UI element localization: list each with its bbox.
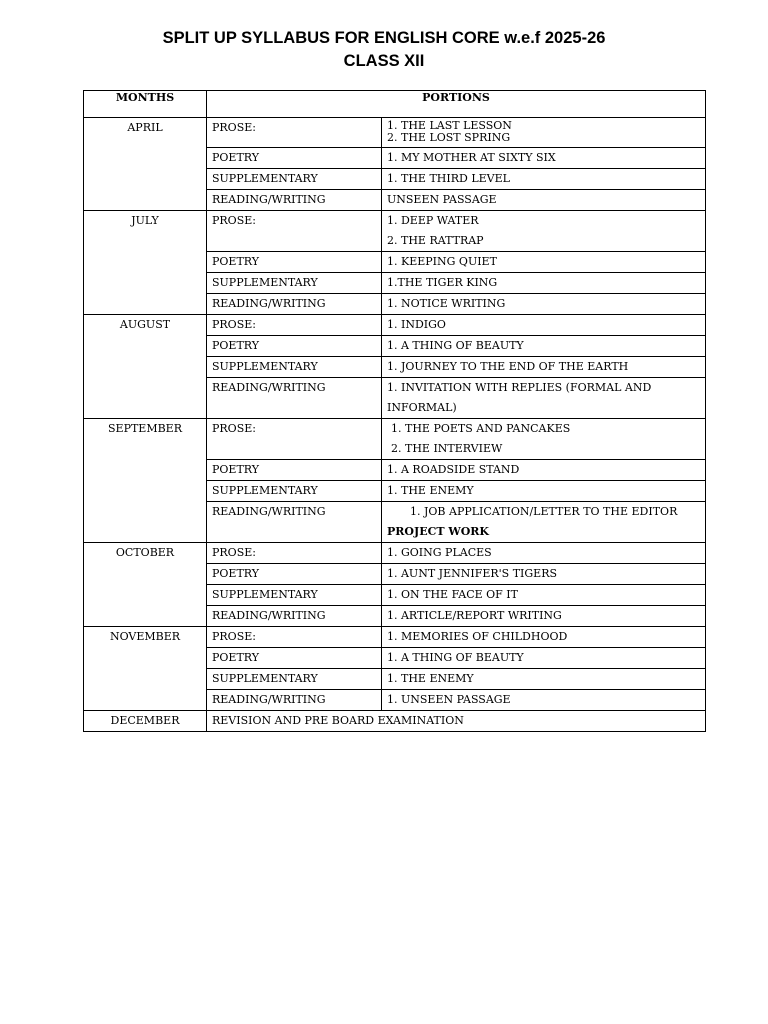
syllabus-table <box>83 90 706 732</box>
portion-value-cell: 1. ARTICLE/REPORT WRITING <box>382 606 706 627</box>
portion-type-cell: READING/WRITING <box>207 690 382 711</box>
portion-value-cell: 1. JOURNEY TO THE END OF THE EARTH <box>382 357 706 378</box>
portion-type-cell: POETRY <box>207 564 382 585</box>
month-cell-august: AUGUST <box>84 315 207 419</box>
portion-item: 1. DEEP WATER <box>387 214 479 227</box>
portion-type-cell: READING/WRITING <box>207 190 382 211</box>
portion-type-cell: SUPPLEMENTARY <box>207 273 382 294</box>
table-row <box>84 711 706 732</box>
table-row <box>84 543 706 564</box>
portion-value-cell <box>382 211 706 252</box>
month-cell-november: NOVEMBER <box>84 627 207 711</box>
portion-value-cell: 1. UNSEEN PASSAGE <box>382 690 706 711</box>
document-title: SPLIT UP SYLLABUS FOR ENGLISH CORE w.e.f 2025-26 <box>162 29 606 47</box>
portion-type-cell: SUPPLEMENTARY <box>207 357 382 378</box>
portion-value-cell <box>382 419 706 460</box>
portion-type-cell: SUPPLEMENTARY <box>207 481 382 502</box>
portion-type-cell: READING/WRITING <box>207 502 382 543</box>
portion-type-cell: PROSE: <box>207 419 382 460</box>
portion-type-cell: READING/WRITING <box>207 378 382 419</box>
portion-type-cell: POETRY <box>207 648 382 669</box>
portion-type-cell: POETRY <box>207 252 382 273</box>
portion-value-cell: 1.THE TIGER KING <box>382 273 706 294</box>
portion-value-cell: 1. NOTICE WRITING <box>382 294 706 315</box>
table-header-row <box>84 91 706 118</box>
month-cell-october: OCTOBER <box>84 543 207 627</box>
portion-type-cell: PROSE: <box>207 211 382 252</box>
portion-item: 2. THE INTERVIEW <box>391 442 503 455</box>
portion-value-cell: 1. KEEPING QUIET <box>382 252 706 273</box>
portion-type-cell: PROSE: <box>207 627 382 648</box>
portion-type-cell: SUPPLEMENTARY <box>207 669 382 690</box>
table-row <box>84 627 706 648</box>
portion-item: 1. THE LAST LESSON <box>387 119 512 132</box>
portion-item: 1. JOB APPLICATION/LETTER TO THE EDITOR <box>410 505 678 518</box>
portion-type-cell: PROSE: <box>207 315 382 336</box>
portion-value-cell <box>382 118 706 148</box>
portion-value-cell: 1. AUNT JENNIFER'S TIGERS <box>382 564 706 585</box>
portion-value-cell: 1. INDIGO <box>382 315 706 336</box>
portion-value-cell: 1. A ROADSIDE STAND <box>382 460 706 481</box>
table-row <box>84 315 706 336</box>
column-header-portions: PORTIONS <box>207 91 706 118</box>
portion-value-cell <box>382 378 706 419</box>
portion-type-cell: POETRY <box>207 336 382 357</box>
portion-value-cell: 1. MEMORIES OF CHILDHOOD <box>382 627 706 648</box>
portion-type-cell: SUPPLEMENTARY <box>207 585 382 606</box>
month-cell-july: JULY <box>84 211 207 315</box>
month-cell-april: APRIL <box>84 118 207 211</box>
portion-value-cell: 1. A THING OF BEAUTY <box>382 648 706 669</box>
month-cell-september: SEPTEMBER <box>84 419 207 543</box>
portion-item: 1. THE POETS AND PANCAKES <box>391 422 571 435</box>
table-row <box>84 118 706 148</box>
portion-value-cell <box>382 502 706 543</box>
portion-item: INFORMAL) <box>387 401 457 414</box>
portion-type-cell: READING/WRITING <box>207 606 382 627</box>
portion-value-cell: 1. MY MOTHER AT SIXTY SIX <box>382 148 706 169</box>
portion-value-cell: 1. GOING PLACES <box>382 543 706 564</box>
portion-type-cell: PROSE: <box>207 543 382 564</box>
portion-value-cell: 1. ON THE FACE OF IT <box>382 585 706 606</box>
portion-item: 2. THE RATTRAP <box>387 234 484 247</box>
portion-value-cell: 1. THE THIRD LEVEL <box>382 169 706 190</box>
table-row <box>84 211 706 252</box>
portion-value-cell: REVISION AND PRE BOARD EXAMINATION <box>207 711 706 732</box>
portion-type-cell: POETRY <box>207 148 382 169</box>
portion-type-cell: SUPPLEMENTARY <box>207 169 382 190</box>
portion-type-cell: POETRY <box>207 460 382 481</box>
portion-value-cell: 1. THE ENEMY <box>382 669 706 690</box>
column-header-months: MONTHS <box>84 91 207 118</box>
portion-item: 1. INVITATION WITH REPLIES (FORMAL AND <box>387 381 652 394</box>
portion-type-cell: PROSE: <box>207 118 382 148</box>
document-subtitle: CLASS XII <box>343 52 425 70</box>
month-cell-december: DECEMBER <box>84 711 207 732</box>
project-work-label: PROJECT WORK <box>387 525 489 538</box>
portion-value-cell: UNSEEN PASSAGE <box>382 190 706 211</box>
table-row <box>84 419 706 460</box>
portion-value-cell: 1. THE ENEMY <box>382 481 706 502</box>
portion-item: 2. THE LOST SPRING <box>387 131 511 144</box>
portion-value-cell: 1. A THING OF BEAUTY <box>382 336 706 357</box>
portion-type-cell: READING/WRITING <box>207 294 382 315</box>
